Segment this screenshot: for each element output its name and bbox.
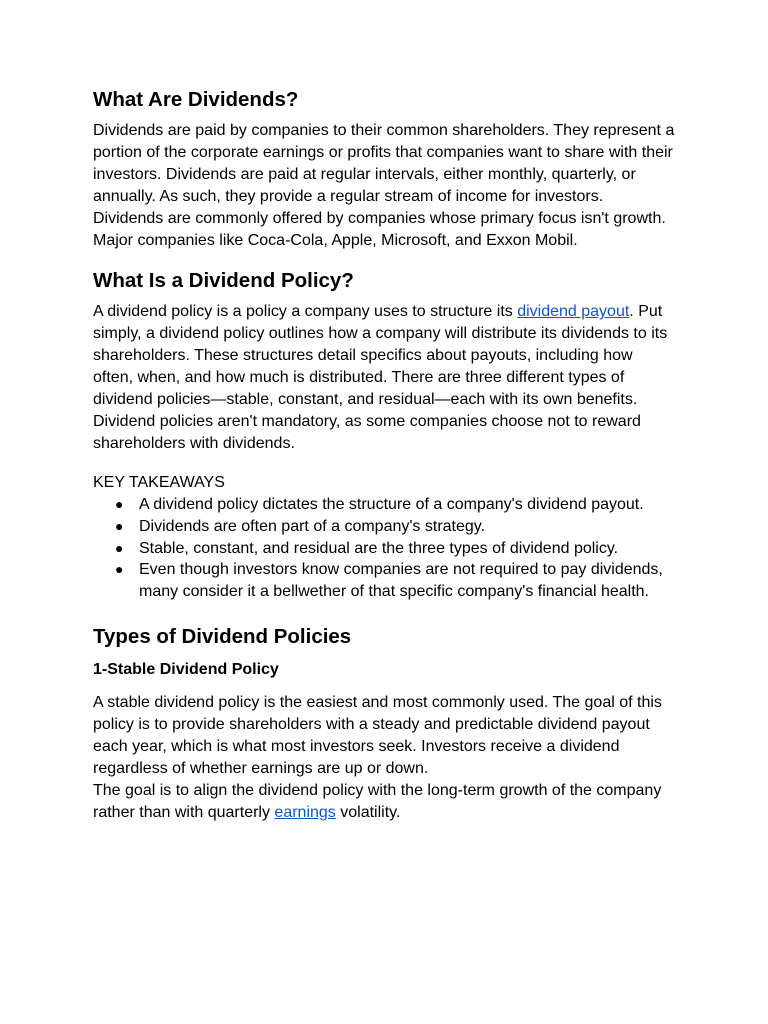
paragraph-stable-policy-goal	[93, 780, 676, 824]
list-item-text: Dividends are often part of a company's strategy.	[139, 517, 486, 535]
paragraph-dividend-policy-start: A dividend policy is a policy a company uses to structure its	[93, 303, 518, 321]
key-takeaways-label: KEY TAKEAWAYS	[93, 473, 225, 491]
dividend-payout-link[interactable]: dividend payout	[517, 303, 630, 321]
list-item-text: A dividend policy dictates the structure of a company's dividend payout.	[139, 495, 644, 513]
list-item	[93, 538, 676, 560]
bullet-icon: ●	[115, 495, 124, 512]
paragraph-goal-end: volatility.	[335, 803, 401, 821]
list-item-text: Even though investors know companies are not required to pay dividends, many consider it a bellwether of that specific company's financial health.	[139, 561, 663, 601]
bullet-icon: ●	[115, 517, 124, 534]
key-takeaways-list	[93, 494, 676, 604]
bullet-icon: ●	[115, 561, 124, 578]
heading-what-are-dividends: What Are Dividends?	[93, 88, 299, 111]
paragraph-what-are-dividends: Dividends are paid by companies to their common shareholders. They represent a portion of the corporate earnings or profits that companies want to share with their investors. Dividends are paid at regular intervals, either monthly, quarterly, or annually. As such, they provide a regular stream of income for investors. Dividends are commonly offered by companies whose primary focus isn't growth. Major companies like Coca-Cola, Apple, Microsoft, and Exxon Mobil.	[93, 122, 675, 249]
list-item	[93, 494, 676, 516]
paragraph-goal-start: The goal is to align the dividend policy with the long-term growth of the company rather than with quarterly	[93, 781, 662, 821]
earnings-link[interactable]: earnings	[274, 803, 336, 821]
paragraph-dividend-policy-end: . Put simply, a dividend policy outlines how a company will distribute its dividends to its shareholders. These structures detail specifics about payouts, including how often, when, and how much is distributed. There are three different types of dividend policies—stable, constant, and residual—each with its own benefits. Dividend policies aren't mandatory, as some companies choose not to reward shareholders with dividends.	[93, 303, 668, 452]
list-item	[93, 516, 676, 538]
heading-types-of-dividend-policies: Types of Dividend Policies	[93, 625, 352, 649]
paragraph-dividend-policy	[93, 301, 676, 454]
bullet-icon: ●	[115, 539, 124, 556]
list-item-text: Stable, constant, and residual are the three types of dividend policy.	[139, 539, 619, 557]
heading-what-is-dividend-policy: What Is a Dividend Policy?	[93, 269, 354, 293]
list-item	[93, 559, 676, 603]
subheading-stable-dividend-policy: 1-Stable Dividend Policy	[93, 661, 279, 679]
paragraph-stable-policy: A stable dividend policy is the easiest and most commonly used. The goal of this policy is to provide shareholders with a steady and predictable dividend payout each year, which is what most investors seek. Investors receive a dividend regardless of whether earnings are up or down.	[93, 694, 662, 777]
